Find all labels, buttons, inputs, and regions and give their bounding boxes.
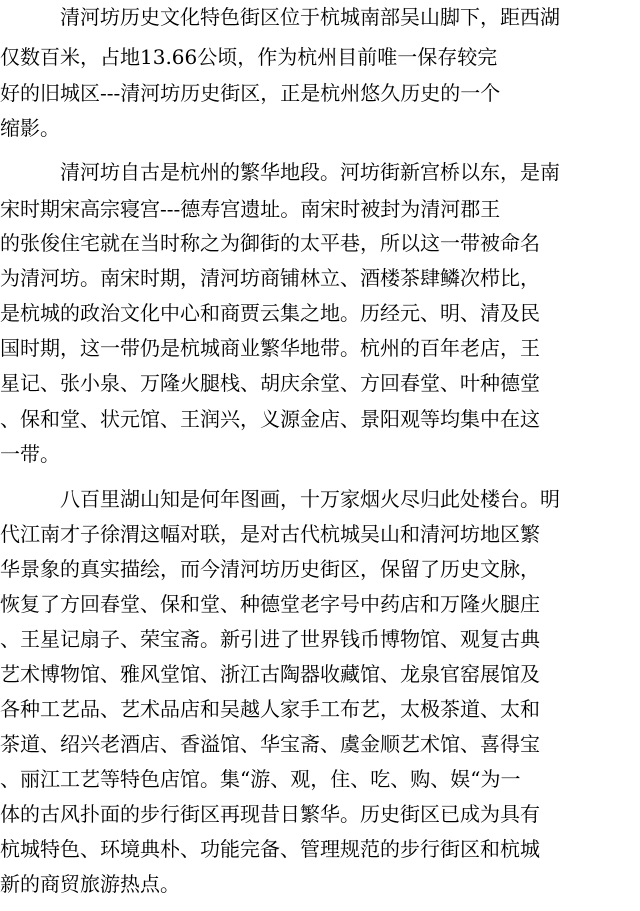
paragraph-3-line-1: 八百里湖山知是何年图画，十万家烟火尽归此处楼台。明: [60, 487, 560, 511]
paragraph-1-line-3: 好的旧城区---清河坊历史街区，正是杭州悠久历史的一个: [0, 81, 501, 105]
paragraph-3-line-6: 艺术博物馆、雅风堂馆、浙江古陶器收藏馆、龙泉官窑展馆及: [0, 662, 540, 686]
paragraph-3-line-11: 杭城特色、环境典朴、功能完备、管理规范的步行街区和杭城: [0, 837, 540, 861]
paragraph-3-line-9: 、丽江工艺等特色店馆。集“游、观，住、吃、购、娱“为一: [0, 767, 521, 791]
paragraph-2-line-9: 一带。: [0, 442, 60, 466]
paragraph-1-line-1: 清河坊历史文化特色街区位于杭城南部吴山脚下，距西湖: [60, 5, 560, 29]
paragraph-2-line-8: 、保和堂、状元馆、王润兴，义源金店、景阳观等均集中在这: [0, 407, 540, 431]
paragraph-3-line-8: 茶道、绍兴老酒店、香溢馆、华宝斋、虞金顺艺术馆、喜得宝: [0, 732, 540, 756]
paragraph-3-line-2: 代江南才子徐渭这幅对联，是对古代杭城吴山和清河坊地区繁: [0, 522, 540, 546]
paragraph-2-line-7: 星记、张小泉、万隆火腿栈、胡庆余堂、方回春堂、叶种德堂: [0, 371, 540, 395]
paragraph-3-line-10: 体的古风扑面的步行街区再现昔日繁华。历史街区已成为具有: [0, 802, 540, 826]
paragraph-3-line-12: 新的商贸旅游热点。: [0, 872, 180, 896]
paragraph-1-line-2: 仅数百米，占地13.66公顷，作为杭州目前唯一保存较完: [0, 45, 498, 69]
paragraph-2-line-3: 的张俊住宅就在当时称之为御街的太平巷，所以这一带被命名: [0, 231, 540, 255]
paragraph-2-line-2: 宋时期宋高宗寝宫---德寿宫遗址。南宋时被封为清河郡王: [0, 197, 501, 221]
paragraph-3-line-7: 各种工艺品、艺术品店和吴越人家手工布艺，太极茶道、太和: [0, 697, 540, 721]
paragraph-2-line-5: 是杭城的政治文化中心和商贾云集之地。历经元、明、清及民: [0, 301, 540, 325]
paragraph-3-line-5: 、王星记扇子、荣宝斋。新引进了世界钱币博物馆、观复古典: [0, 627, 540, 651]
paragraph-2-line-6: 国时期，这一带仍是杭城商业繁华地带。杭州的百年老店，王: [0, 336, 540, 360]
paragraph-1-line-4: 缩影。: [0, 116, 60, 140]
paragraph-3-line-4: 恢复了方回春堂、保和堂、种德堂老字号中药店和万隆火腿庄: [0, 592, 540, 616]
paragraph-2-line-4: 为清河坊。南宋时期，清河坊商铺林立、酒楼茶肆鳞次栉比，: [0, 266, 540, 290]
paragraph-2-line-1: 清河坊自古是杭州的繁华地段。河坊街新宫桥以东，是南: [60, 160, 560, 184]
paragraph-3-line-3: 华景象的真实描绘，而今清河坊历史街区，保留了历史文脉，: [0, 557, 540, 581]
